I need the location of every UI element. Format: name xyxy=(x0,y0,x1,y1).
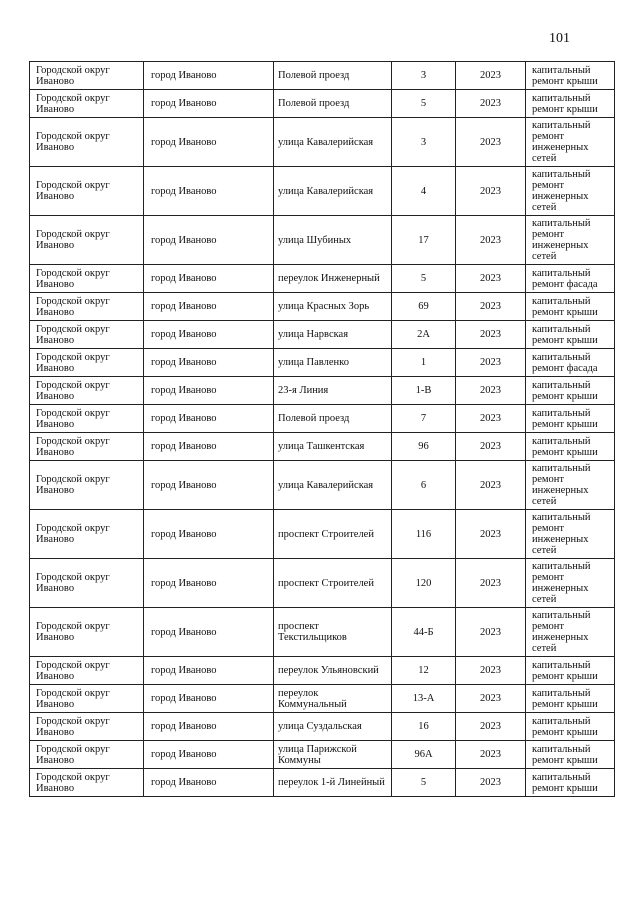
house-number-cell: 5 xyxy=(392,769,456,797)
district-cell: Городской округ Иваново xyxy=(30,741,144,769)
work-type-cell: капитальный ремонт крыши xyxy=(526,685,615,713)
city-cell: город Иваново xyxy=(144,377,274,405)
year-cell: 2023 xyxy=(456,377,526,405)
city-cell: город Иваново xyxy=(144,657,274,685)
street-cell: улица Суздальская xyxy=(274,713,392,741)
district-cell: Городской округ Иваново xyxy=(30,461,144,510)
work-type-cell: капитальный ремонт инженерных сетей xyxy=(526,216,615,265)
table-row xyxy=(30,377,615,405)
table-row xyxy=(30,510,615,559)
house-number-cell: 96 xyxy=(392,433,456,461)
table-row xyxy=(30,265,615,293)
city-cell: город Иваново xyxy=(144,321,274,349)
year-cell: 2023 xyxy=(456,769,526,797)
house-number-cell: 120 xyxy=(392,559,456,608)
district-cell: Городской округ Иваново xyxy=(30,349,144,377)
year-cell: 2023 xyxy=(456,265,526,293)
district-cell: Городской округ Иваново xyxy=(30,293,144,321)
district-cell: Городской округ Иваново xyxy=(30,321,144,349)
street-cell: Полевой проезд xyxy=(274,90,392,118)
street-cell: улица Ташкентская xyxy=(274,433,392,461)
street-cell: улица Павленко xyxy=(274,349,392,377)
work-type-cell: капитальный ремонт крыши xyxy=(526,90,615,118)
work-type-cell: капитальный ремонт крыши xyxy=(526,713,615,741)
table-row xyxy=(30,741,615,769)
district-cell: Городской округ Иваново xyxy=(30,433,144,461)
street-cell: улица Кавалерийская xyxy=(274,461,392,510)
house-number-cell: 116 xyxy=(392,510,456,559)
table-row xyxy=(30,349,615,377)
city-cell: город Иваново xyxy=(144,293,274,321)
work-type-cell: капитальный ремонт инженерных сетей xyxy=(526,608,615,657)
table-row xyxy=(30,657,615,685)
city-cell: город Иваново xyxy=(144,685,274,713)
table-row xyxy=(30,713,615,741)
district-cell: Городской округ Иваново xyxy=(30,377,144,405)
house-number-cell: 4 xyxy=(392,167,456,216)
work-type-cell: капитальный ремонт инженерных сетей xyxy=(526,118,615,167)
work-type-cell: капитальный ремонт инженерных сетей xyxy=(526,167,615,216)
city-cell: город Иваново xyxy=(144,62,274,90)
house-number-cell: 5 xyxy=(392,265,456,293)
year-cell: 2023 xyxy=(456,559,526,608)
year-cell: 2023 xyxy=(456,433,526,461)
city-cell: город Иваново xyxy=(144,90,274,118)
year-cell: 2023 xyxy=(456,685,526,713)
city-cell: город Иваново xyxy=(144,769,274,797)
house-number-cell: 13-А xyxy=(392,685,456,713)
street-cell: улица Нарвская xyxy=(274,321,392,349)
street-cell: переулок Ульяновский xyxy=(274,657,392,685)
work-type-cell: капитальный ремонт фасада xyxy=(526,349,615,377)
work-type-cell: капитальный ремонт крыши xyxy=(526,741,615,769)
street-cell: 23-я Линия xyxy=(274,377,392,405)
street-cell: улица Шубиных xyxy=(274,216,392,265)
work-type-cell: капитальный ремонт крыши xyxy=(526,405,615,433)
district-cell: Городской округ Иваново xyxy=(30,62,144,90)
house-number-cell: 12 xyxy=(392,657,456,685)
year-cell: 2023 xyxy=(456,62,526,90)
district-cell: Городской округ Иваново xyxy=(30,216,144,265)
table-row xyxy=(30,769,615,797)
work-type-cell: капитальный ремонт крыши xyxy=(526,769,615,797)
year-cell: 2023 xyxy=(456,608,526,657)
district-cell: Городской округ Иваново xyxy=(30,657,144,685)
street-cell: Полевой проезд xyxy=(274,62,392,90)
city-cell: город Иваново xyxy=(144,265,274,293)
district-cell: Городской округ Иваново xyxy=(30,559,144,608)
house-number-cell: 17 xyxy=(392,216,456,265)
table-row xyxy=(30,90,615,118)
table-row xyxy=(30,167,615,216)
house-number-cell: 6 xyxy=(392,461,456,510)
street-cell: улица Парижской Коммуны xyxy=(274,741,392,769)
district-cell: Городской округ Иваново xyxy=(30,167,144,216)
street-cell: проспект Строителей xyxy=(274,510,392,559)
year-cell: 2023 xyxy=(456,461,526,510)
table-row xyxy=(30,293,615,321)
district-cell: Городской округ Иваново xyxy=(30,405,144,433)
street-cell: переулок Инженерный xyxy=(274,265,392,293)
table-row xyxy=(30,433,615,461)
street-cell: проспект Текстильщиков xyxy=(274,608,392,657)
house-number-cell: 3 xyxy=(392,62,456,90)
district-cell: Городской округ Иваново xyxy=(30,90,144,118)
table-row xyxy=(30,461,615,510)
district-cell: Городской округ Иваново xyxy=(30,769,144,797)
year-cell: 2023 xyxy=(456,216,526,265)
district-cell: Городской округ Иваново xyxy=(30,118,144,167)
city-cell: город Иваново xyxy=(144,433,274,461)
district-cell: Городской округ Иваново xyxy=(30,510,144,559)
district-cell: Городской округ Иваново xyxy=(30,685,144,713)
work-type-cell: капитальный ремонт крыши xyxy=(526,657,615,685)
table-row xyxy=(30,559,615,608)
district-cell: Городской округ Иваново xyxy=(30,265,144,293)
work-type-cell: капитальный ремонт крыши xyxy=(526,433,615,461)
street-cell: проспект Строителей xyxy=(274,559,392,608)
table-row xyxy=(30,62,615,90)
district-cell: Городской округ Иваново xyxy=(30,608,144,657)
table-row xyxy=(30,405,615,433)
city-cell: город Иваново xyxy=(144,559,274,608)
repair-schedule-table xyxy=(29,61,615,797)
table-row xyxy=(30,685,615,713)
city-cell: город Иваново xyxy=(144,608,274,657)
house-number-cell: 69 xyxy=(392,293,456,321)
year-cell: 2023 xyxy=(456,293,526,321)
year-cell: 2023 xyxy=(456,510,526,559)
work-type-cell: капитальный ремонт крыши xyxy=(526,293,615,321)
work-type-cell: капитальный ремонт инженерных сетей xyxy=(526,510,615,559)
page-number: 101 xyxy=(549,31,570,46)
year-cell: 2023 xyxy=(456,741,526,769)
year-cell: 2023 xyxy=(456,321,526,349)
table-row xyxy=(30,321,615,349)
city-cell: город Иваново xyxy=(144,461,274,510)
year-cell: 2023 xyxy=(456,167,526,216)
work-type-cell: капитальный ремонт крыши xyxy=(526,377,615,405)
table-row xyxy=(30,216,615,265)
city-cell: город Иваново xyxy=(144,510,274,559)
district-cell: Городской округ Иваново xyxy=(30,713,144,741)
work-type-cell: капитальный ремонт фасада xyxy=(526,265,615,293)
house-number-cell: 7 xyxy=(392,405,456,433)
year-cell: 2023 xyxy=(456,90,526,118)
house-number-cell: 16 xyxy=(392,713,456,741)
work-type-cell: капитальный ремонт инженерных сетей xyxy=(526,461,615,510)
house-number-cell: 5 xyxy=(392,90,456,118)
year-cell: 2023 xyxy=(456,713,526,741)
work-type-cell: капитальный ремонт инженерных сетей xyxy=(526,559,615,608)
city-cell: город Иваново xyxy=(144,118,274,167)
city-cell: город Иваново xyxy=(144,741,274,769)
year-cell: 2023 xyxy=(456,657,526,685)
city-cell: город Иваново xyxy=(144,167,274,216)
house-number-cell: 44-Б xyxy=(392,608,456,657)
house-number-cell: 1 xyxy=(392,349,456,377)
street-cell: улица Кавалерийская xyxy=(274,167,392,216)
street-cell: переулок 1-й Линейный xyxy=(274,769,392,797)
city-cell: город Иваново xyxy=(144,216,274,265)
year-cell: 2023 xyxy=(456,405,526,433)
house-number-cell: 1-В xyxy=(392,377,456,405)
city-cell: город Иваново xyxy=(144,349,274,377)
house-number-cell: 2А xyxy=(392,321,456,349)
street-cell: улица Красных Зорь xyxy=(274,293,392,321)
work-type-cell: капитальный ремонт крыши xyxy=(526,62,615,90)
table-row xyxy=(30,608,615,657)
street-cell: улица Кавалерийская xyxy=(274,118,392,167)
house-number-cell: 96А xyxy=(392,741,456,769)
year-cell: 2023 xyxy=(456,118,526,167)
street-cell: переулок Коммунальный xyxy=(274,685,392,713)
year-cell: 2023 xyxy=(456,349,526,377)
table-row xyxy=(30,118,615,167)
city-cell: город Иваново xyxy=(144,405,274,433)
street-cell: Полевой проезд xyxy=(274,405,392,433)
house-number-cell: 3 xyxy=(392,118,456,167)
work-type-cell: капитальный ремонт крыши xyxy=(526,321,615,349)
table-body xyxy=(30,62,615,797)
city-cell: город Иваново xyxy=(144,713,274,741)
